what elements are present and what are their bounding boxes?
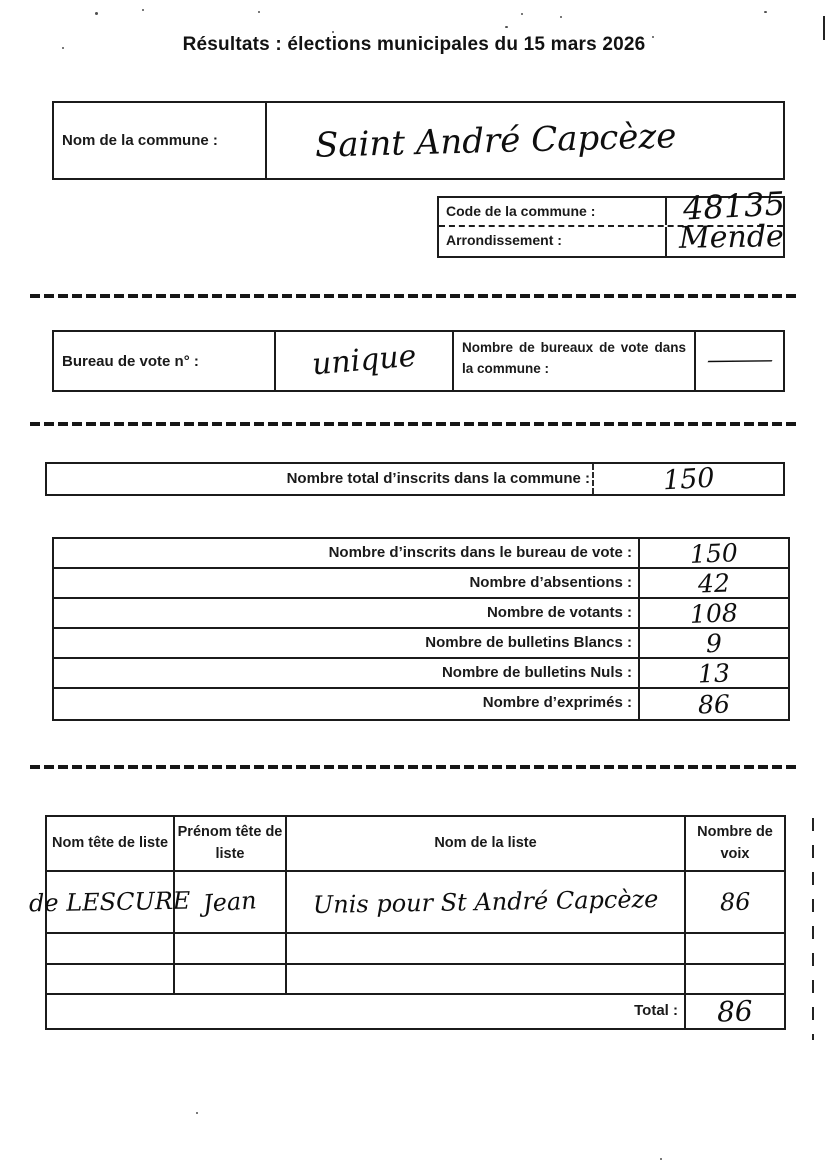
stats-row-inscrits bbox=[54, 539, 788, 569]
stats-value-field bbox=[640, 569, 788, 597]
cell-prenom bbox=[175, 934, 287, 963]
stats-value-field bbox=[640, 539, 788, 567]
table-row bbox=[47, 965, 784, 995]
stats-row-abstentions bbox=[54, 569, 788, 599]
scan-speck bbox=[95, 12, 98, 15]
scan-speck bbox=[258, 11, 260, 13]
scan-edge-line-bottom bbox=[812, 818, 814, 1040]
stats-value-handwriting: 42 bbox=[697, 567, 731, 599]
scan-speck bbox=[196, 1112, 198, 1114]
stats-label: Nombre d’exprimés : bbox=[54, 689, 640, 719]
stats-label: Nombre d’inscrits dans le bureau de vote : bbox=[54, 539, 640, 567]
bureau-number-field bbox=[276, 332, 454, 390]
stats-value-handwriting: 9 bbox=[705, 628, 723, 658]
stats-label: Nombre de bulletins Blancs : bbox=[54, 629, 640, 657]
stats-value-field bbox=[640, 629, 788, 657]
dashed-separator-2 bbox=[30, 422, 796, 426]
arrondissement-label: Arrondissement : bbox=[439, 227, 667, 256]
total-inscrits-bar bbox=[45, 462, 785, 496]
scan-speck bbox=[142, 9, 144, 11]
page-title: Résultats : élections municipales du 15 mars 2026 bbox=[182, 34, 646, 55]
cell-liste bbox=[287, 872, 686, 932]
commune-code-box bbox=[437, 184, 786, 258]
scan-speck bbox=[652, 36, 654, 38]
bureau-count-field bbox=[696, 332, 783, 390]
commune-code-handwriting: 48135 bbox=[682, 184, 786, 228]
arrondissement-field bbox=[667, 219, 785, 256]
cell-voix bbox=[686, 872, 784, 932]
stats-value-field bbox=[640, 599, 788, 627]
scan-speck bbox=[764, 11, 767, 13]
stats-label: Nombre de bulletins Nuls : bbox=[54, 659, 640, 687]
cell-prenom bbox=[175, 965, 287, 993]
stats-label: Nombre de votants : bbox=[54, 599, 640, 627]
bureau-count-label: Nombre de bureaux de vote dans la commune : bbox=[454, 332, 696, 390]
scan-speck bbox=[560, 16, 562, 18]
nom-handwriting: de LESCURE bbox=[29, 886, 191, 918]
header-nombre-de-voix: Nombre de voix bbox=[697, 824, 773, 862]
bureau-number-label: Bureau de vote n° : bbox=[54, 332, 276, 390]
dashed-separator-3 bbox=[30, 765, 796, 769]
commune-name-box bbox=[52, 101, 785, 180]
total-inscrits-label: Nombre total d’inscrits dans la commune : bbox=[286, 470, 590, 487]
bureau-box bbox=[52, 330, 785, 392]
commune-name-label: Nom de la commune : bbox=[54, 103, 267, 178]
stats-row-nuls bbox=[54, 659, 788, 689]
cell-voix bbox=[686, 965, 784, 993]
cell-nom bbox=[29, 872, 191, 932]
cell-nom bbox=[47, 965, 175, 993]
arrondissement-row bbox=[439, 219, 785, 256]
cell-prenom bbox=[175, 872, 287, 932]
stats-value-handwriting: 86 bbox=[697, 688, 731, 720]
header-nom-tete-de-liste: Nom tête de liste bbox=[47, 817, 175, 870]
stats-label: Nombre d’absentions : bbox=[54, 569, 640, 597]
cell-liste bbox=[287, 934, 686, 963]
header-prenom-tete-de-liste: Prénom tête de liste bbox=[175, 817, 287, 870]
dashed-separator-1 bbox=[30, 294, 796, 298]
stats-row-votants bbox=[54, 599, 788, 629]
stats-value-field bbox=[640, 689, 788, 719]
scan-edge-line-top bbox=[823, 16, 825, 40]
bureau-count-handwriting: — bbox=[702, 347, 777, 374]
scan-speck bbox=[332, 31, 334, 33]
scan-speck bbox=[505, 26, 508, 28]
voix-handwriting: 86 bbox=[719, 887, 751, 917]
stats-value-field bbox=[640, 659, 788, 687]
total-inscrits-handwriting: 150 bbox=[661, 462, 716, 496]
stats-row-exprimes bbox=[54, 689, 788, 719]
lists-table bbox=[29, 815, 786, 1030]
prenom-handwriting: Jean bbox=[202, 886, 258, 918]
total-label: Total : bbox=[47, 995, 686, 1028]
scan-speck bbox=[660, 1158, 662, 1160]
cell-voix bbox=[686, 934, 784, 963]
lists-table-header bbox=[47, 817, 784, 872]
lists-table-total-row bbox=[47, 995, 784, 1028]
bureau-number-handwriting: unique bbox=[310, 338, 418, 383]
table-row bbox=[47, 934, 784, 965]
cell-liste bbox=[287, 965, 686, 993]
scan-speck bbox=[62, 47, 64, 49]
stats-row-blancs bbox=[54, 629, 788, 659]
header-nom-de-la-liste: Nom de la liste bbox=[287, 817, 686, 870]
liste-handwriting: Unis pour St André Capcèze bbox=[312, 884, 659, 920]
stats-table bbox=[52, 537, 790, 721]
stats-value-handwriting: 150 bbox=[689, 537, 739, 569]
stats-value-handwriting: 13 bbox=[697, 657, 731, 689]
commune-code-label: Code de la commune : bbox=[439, 198, 667, 225]
stats-value-handwriting: 108 bbox=[689, 597, 739, 629]
table-row bbox=[29, 872, 784, 934]
total-voix-field bbox=[686, 995, 784, 1028]
total-inscrits-field bbox=[592, 464, 783, 494]
scan-speck bbox=[521, 13, 523, 15]
cell-nom bbox=[47, 934, 175, 963]
total-voix-handwriting: 86 bbox=[716, 993, 754, 1029]
commune-name-handwriting: Saint André Capcèze bbox=[314, 115, 677, 166]
arrondissement-handwriting: Mende bbox=[678, 219, 785, 256]
commune-name-field bbox=[267, 103, 783, 178]
